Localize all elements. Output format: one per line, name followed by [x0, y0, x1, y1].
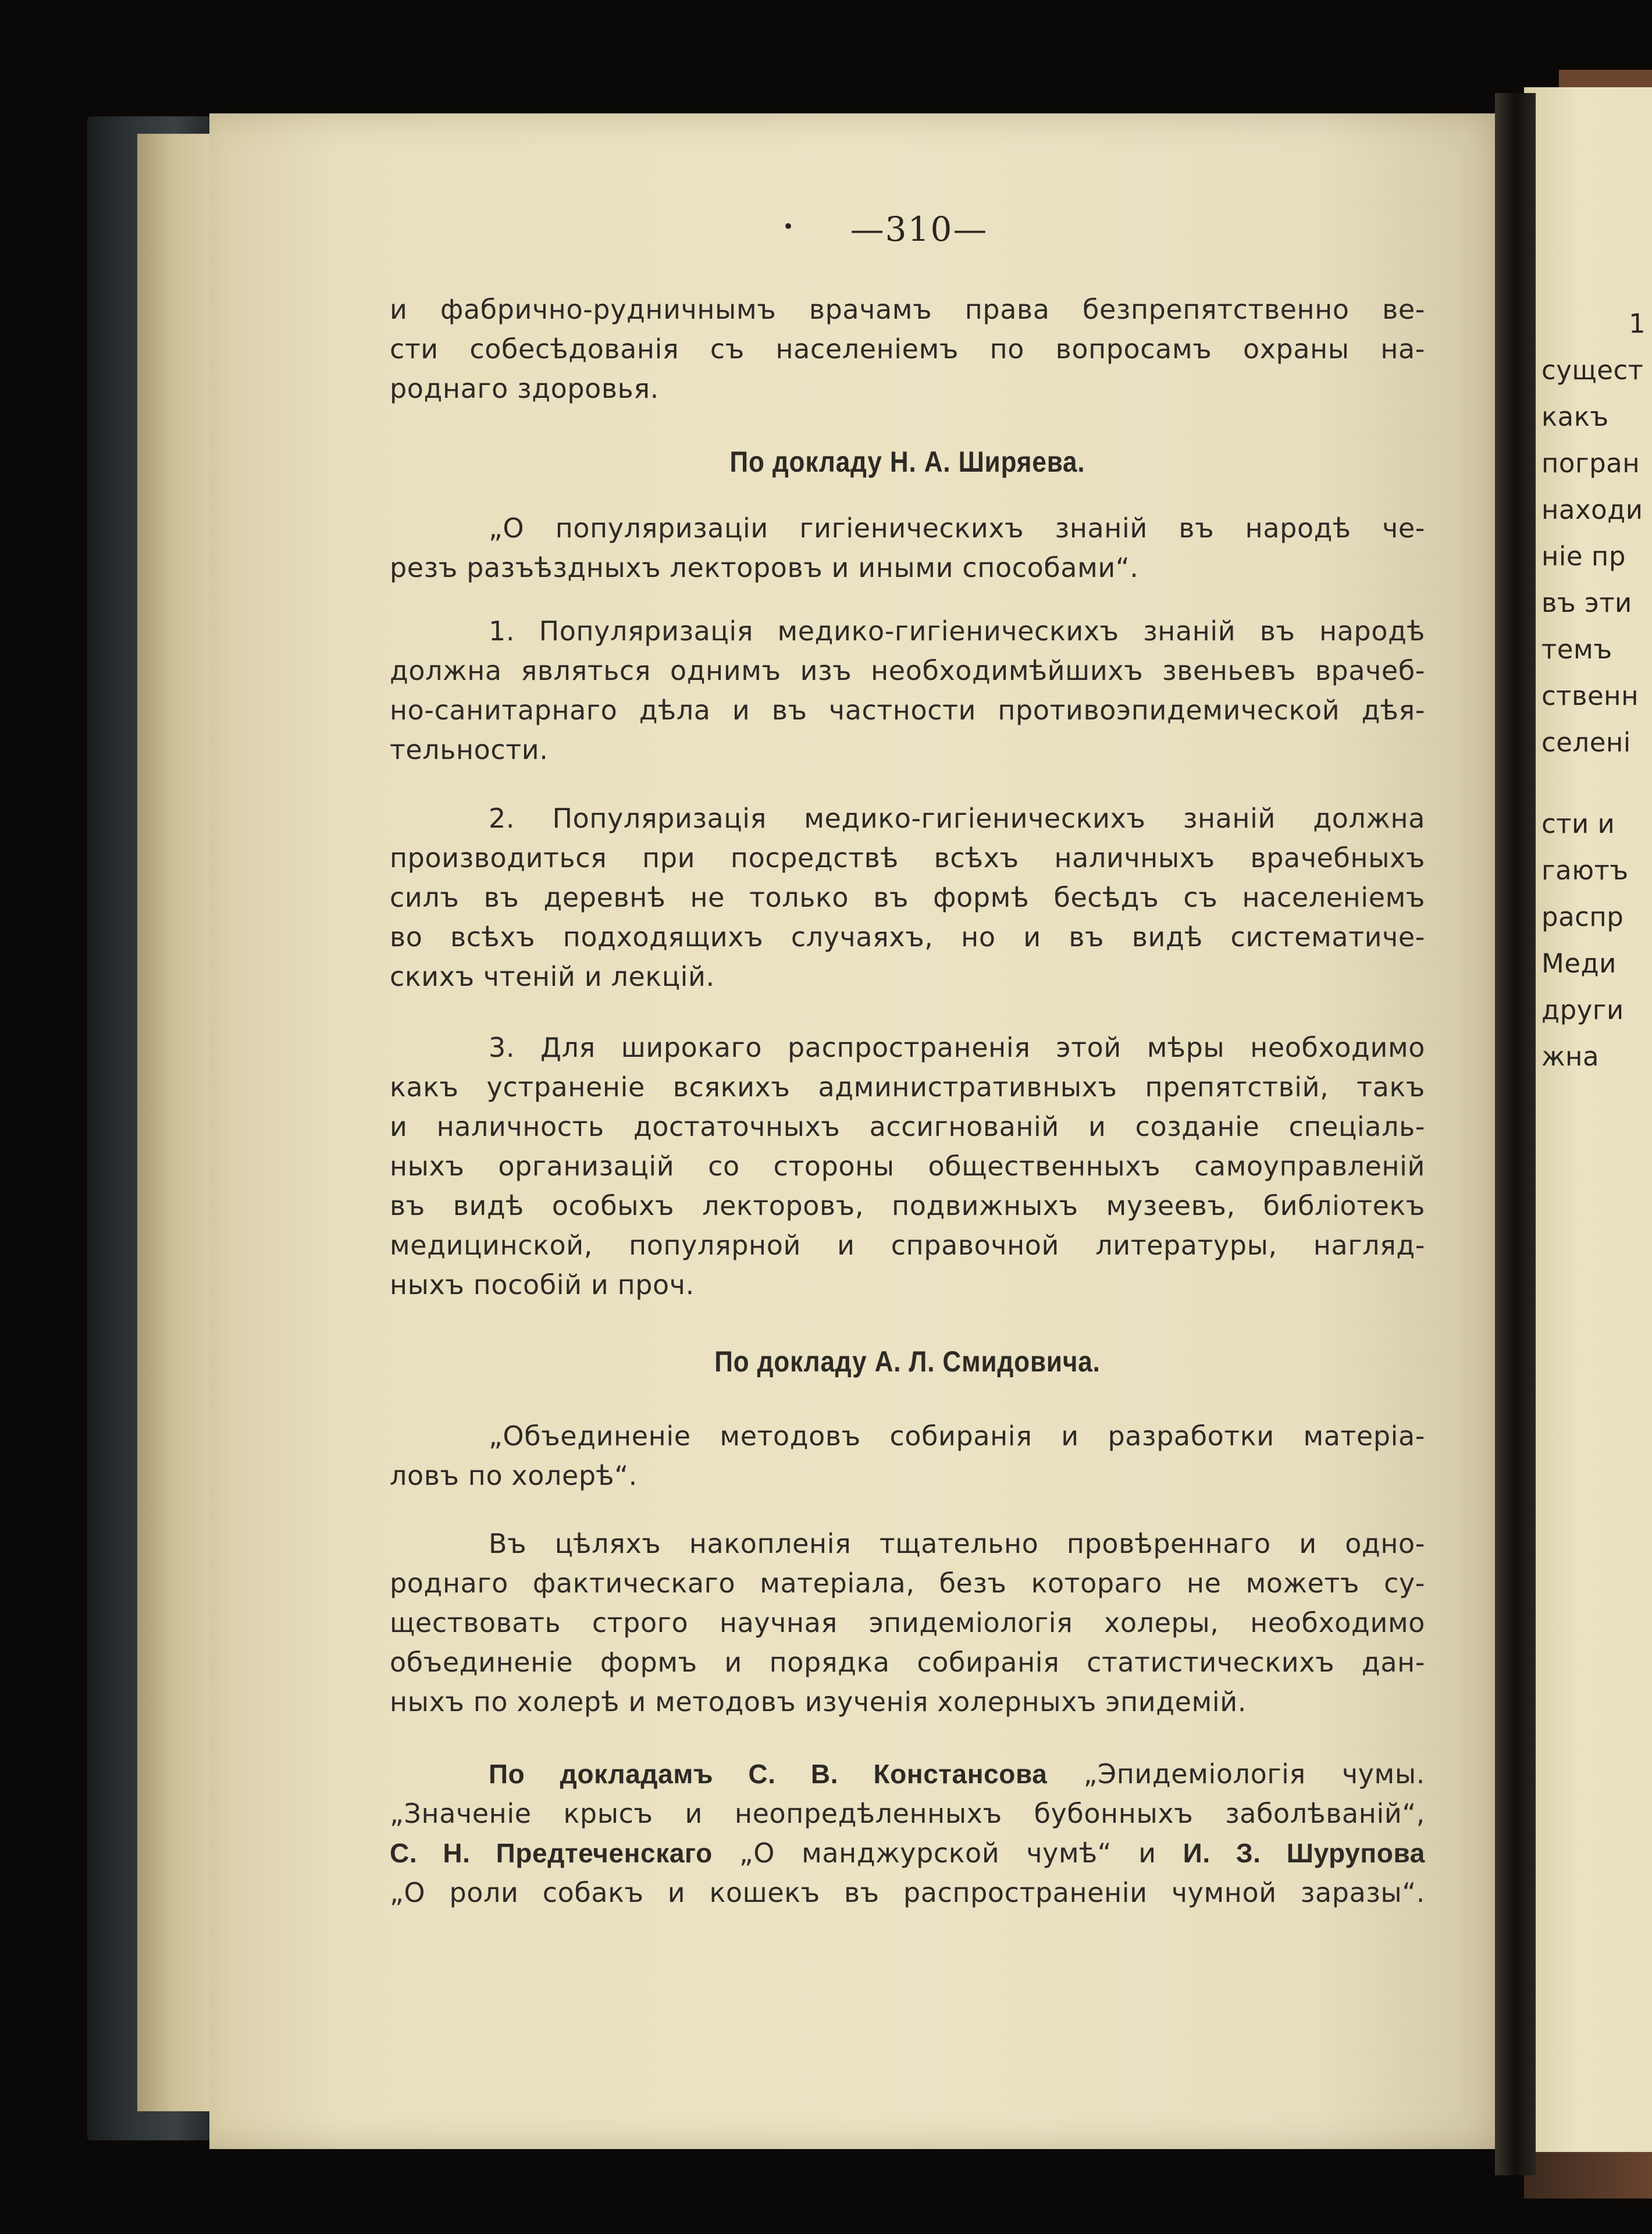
text-line: роднаго здоровья.	[390, 373, 659, 404]
text-line: но-санитарнаго дѣла и въ частности противоэпидемической дѣя-	[390, 694, 1425, 726]
right-page-text-fragment: погран	[1541, 448, 1640, 479]
right-page-text-fragment: распр	[1541, 902, 1624, 932]
text-line: во всѣхъ подходящихъ случаяхъ, но и въ видѣ систематиче-	[390, 921, 1425, 953]
text-line: „О роли собакъ и кошекъ въ распространеніи чумной заразы“.	[390, 1877, 1425, 1908]
text-line: должна являться однимъ изъ необходимѣйшихъ звеньевъ врачеб-	[390, 655, 1425, 686]
right-page-text-fragment: ственн	[1541, 680, 1639, 711]
text-line: Въ цѣляхъ накопленія тщательно провѣреннаго и одно-	[489, 1528, 1425, 1559]
right-page-text-fragment: 1	[1629, 308, 1646, 339]
page-number: —310—	[850, 209, 988, 249]
right-page-text-fragment: ніе пр	[1541, 541, 1626, 572]
text-line: резъ разъѣздныхъ лекторовъ и иными способами“.	[390, 552, 1139, 583]
text-line	[390, 1755, 1425, 1793]
right-page-text-fragment: други	[1541, 995, 1624, 1025]
text-line: „Объединеніе методовъ собиранія и разработки матеріа-	[489, 1420, 1425, 1452]
right-page-text-fragment: сущест	[1541, 355, 1644, 386]
report-author-bold: И. З. Шурупова	[1183, 1838, 1425, 1868]
right-page-text-fragment: въ эти	[1541, 587, 1632, 618]
text-line: 2. Популяризація медико-гигіеническихъ знаній должна	[489, 803, 1425, 834]
right-page-text-fragment: темъ	[1541, 634, 1612, 665]
page-mark: •	[782, 215, 795, 238]
right-page-fragment	[1524, 87, 1652, 2158]
text-line: 3. Для широкаго распространенія этой мѣры необходимо	[489, 1032, 1425, 1063]
report-title: „Эпидеміологія чумы.	[1083, 1758, 1425, 1790]
text-line: объединеніе формъ и порядка собиранія статистическихъ дан-	[390, 1647, 1425, 1678]
text-line: тельности.	[390, 734, 549, 765]
right-page-text-fragment: жна	[1541, 1041, 1600, 1072]
text-line: и фабрично-рудничнымъ врачамъ права безпрепятственно ве-	[390, 294, 1425, 325]
right-page-text-fragment: какъ	[1541, 401, 1609, 432]
text-line: ществовать строго научная эпидеміологія холеры, необходимо	[390, 1607, 1425, 1638]
right-page-text-fragment: Меди	[1541, 948, 1617, 979]
text-line: ловъ по холерѣ“.	[390, 1460, 638, 1491]
right-page-text-fragment: сти и	[1541, 808, 1615, 839]
text-line: „Значеніе крысъ и неопредѣленныхъ бубонныхъ заболѣваній“,	[390, 1798, 1425, 1829]
report-authors-bold: По докладамъ С. В. Констансова	[489, 1759, 1048, 1789]
text-line: скихъ чтеній и лекцій.	[390, 961, 715, 992]
section-heading: По докладу Н. А. Ширяева.	[729, 446, 1085, 478]
book-gutter	[1495, 93, 1536, 2175]
section-heading: По докладу А. Л. Смидовича.	[714, 1345, 1101, 1378]
text-line: и наличность достаточныхъ ассигнованій и созданіе спеціаль-	[390, 1111, 1425, 1142]
text-line: какъ устраненіе всякихъ административныхъ препятствій, такъ	[390, 1071, 1425, 1103]
right-page-text-fragment: гаютъ	[1541, 855, 1629, 886]
text-line: сти собесѣдованія съ населеніемъ по вопросамъ охраны на-	[390, 333, 1425, 365]
text-line: „О популяризаціи гигіеническихъ знаній въ народѣ че-	[489, 512, 1425, 544]
text-line: ныхъ пособій и проч.	[390, 1269, 695, 1301]
text-line: производиться при посредствѣ всѣхъ наличныхъ врачебныхъ	[390, 842, 1425, 874]
text-line: въ видѣ особыхъ лекторовъ, подвижныхъ музеевъ, библіотекъ	[390, 1190, 1425, 1221]
right-page-text-fragment: селені	[1541, 727, 1631, 758]
text-line: силъ въ деревнѣ не только въ формѣ бесѣдъ съ населеніемъ	[390, 882, 1425, 913]
text-line: медицинской, популярной и справочной литературы, нагляд-	[390, 1230, 1425, 1261]
right-page-text-fragment: находи	[1541, 494, 1643, 525]
text-line: 1. Популяризація медико-гигіеническихъ знаній въ народѣ	[489, 615, 1425, 647]
report-author-bold: С. Н. Предтеченскаго	[390, 1838, 713, 1868]
text-line	[390, 1834, 1425, 1872]
text-line: роднаго фактическаго матеріала, безъ котораго не можетъ су-	[390, 1567, 1425, 1599]
report-title: „О манджурской чумѣ“ и	[739, 1837, 1156, 1869]
text-line: ныхъ по холерѣ и методовъ изученія холерныхъ эпидемій.	[390, 1686, 1247, 1718]
text-line: ныхъ организацій со стороны общественныхъ самоуправленій	[390, 1150, 1425, 1182]
spine-bottom	[1524, 2152, 1652, 2199]
